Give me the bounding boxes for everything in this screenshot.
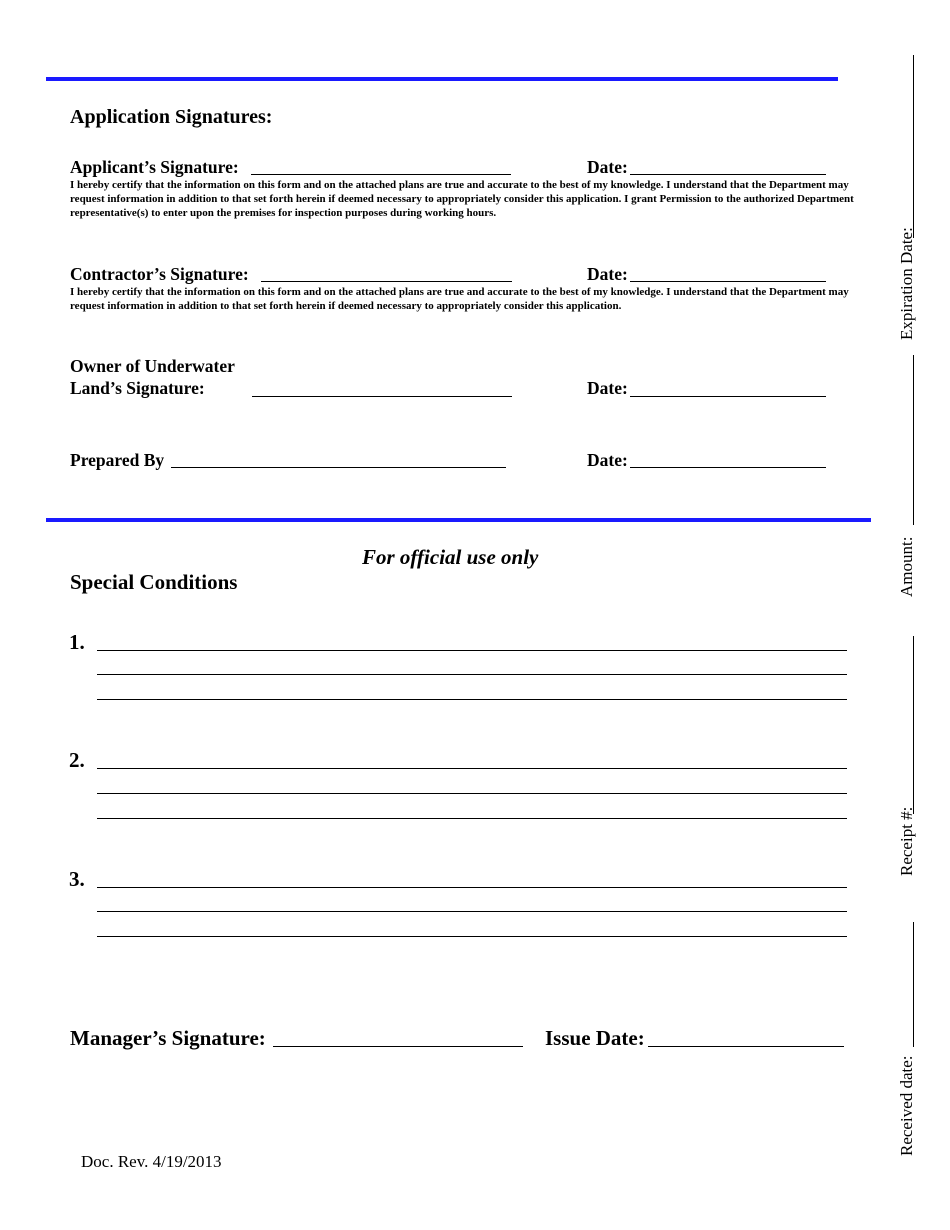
condition-1-line-2[interactable] bbox=[97, 674, 847, 675]
owner-signature-label-line1: Owner of Underwater bbox=[70, 356, 235, 376]
section-heading-signatures: Application Signatures: bbox=[70, 106, 273, 128]
prepared-date-label: Date: bbox=[587, 450, 628, 470]
special-conditions-heading: Special Conditions bbox=[70, 570, 238, 594]
owner-signature-label-line2: Land’s Signature: bbox=[70, 378, 205, 398]
received-date-field[interactable] bbox=[913, 922, 914, 1047]
contractor-date-label: Date: bbox=[587, 264, 628, 284]
condition-2-line-3[interactable] bbox=[97, 818, 847, 819]
condition-1-line-3[interactable] bbox=[97, 699, 847, 700]
received-date-label: Received date: bbox=[897, 1055, 916, 1156]
amount-label: Amount: bbox=[897, 536, 916, 597]
expiration-date-label: Expiration Date: bbox=[897, 227, 916, 340]
condition-3-line-1[interactable] bbox=[97, 887, 847, 888]
manager-signature-label: Manager’s Signature: bbox=[70, 1026, 266, 1050]
condition-number-2: 2. bbox=[69, 748, 85, 772]
issue-date-field[interactable] bbox=[648, 1046, 844, 1047]
expiration-date-field[interactable] bbox=[913, 55, 914, 238]
contractor-signature-label: Contractor’s Signature: bbox=[70, 264, 249, 284]
manager-signature-field[interactable] bbox=[273, 1046, 523, 1047]
condition-2-line-1[interactable] bbox=[97, 768, 847, 769]
middle-divider bbox=[46, 518, 871, 522]
prepared-date-field[interactable] bbox=[630, 467, 826, 468]
condition-3-line-2[interactable] bbox=[97, 911, 847, 912]
owner-date-label: Date: bbox=[587, 378, 628, 398]
contractor-certification-text: I hereby certify that the information on this form and on the attached plans are true and accurate to the best of my knowledge. I understand that the Department may request information in addition to that set forth herein if deemed necessary to appropriately consider this application. bbox=[70, 286, 849, 312]
contractor-signature-field[interactable] bbox=[261, 281, 512, 282]
prepared-by-label: Prepared By bbox=[70, 450, 165, 470]
receipt-number-field[interactable] bbox=[913, 636, 914, 814]
condition-number-3: 3. bbox=[69, 867, 85, 891]
condition-2-line-2[interactable] bbox=[97, 793, 847, 794]
prepared-by-field[interactable] bbox=[171, 467, 506, 468]
receipt-number-label: Receipt #: bbox=[897, 806, 916, 876]
condition-3-line-3[interactable] bbox=[97, 936, 847, 937]
document-revision: Doc. Rev. 4/19/2013 bbox=[81, 1152, 222, 1171]
applicant-date-label: Date: bbox=[587, 157, 628, 177]
owner-signature-field[interactable] bbox=[252, 396, 512, 397]
owner-date-field[interactable] bbox=[630, 396, 826, 397]
top-divider bbox=[46, 77, 838, 81]
issue-date-label: Issue Date: bbox=[545, 1026, 645, 1050]
official-use-title: For official use only bbox=[362, 545, 539, 569]
applicant-date-field[interactable] bbox=[630, 174, 826, 175]
applicant-signature-field[interactable] bbox=[251, 174, 511, 175]
amount-field[interactable] bbox=[913, 355, 914, 525]
applicant-signature-label: Applicant’s Signature: bbox=[70, 157, 239, 177]
condition-number-1: 1. bbox=[69, 630, 85, 654]
contractor-date-field[interactable] bbox=[630, 281, 826, 282]
condition-1-line-1[interactable] bbox=[97, 650, 847, 651]
applicant-certification-text: I hereby certify that the information on this form and on the attached plans are true and accurate to the best of my knowledge. I understand that the Department may request information in addition to that set forth herein if deemed necessary to appropriately consider this application. I grant Permission to the authorized Department representative(s) to enter upon the premises for inspection purposes during working hours. bbox=[70, 179, 854, 219]
